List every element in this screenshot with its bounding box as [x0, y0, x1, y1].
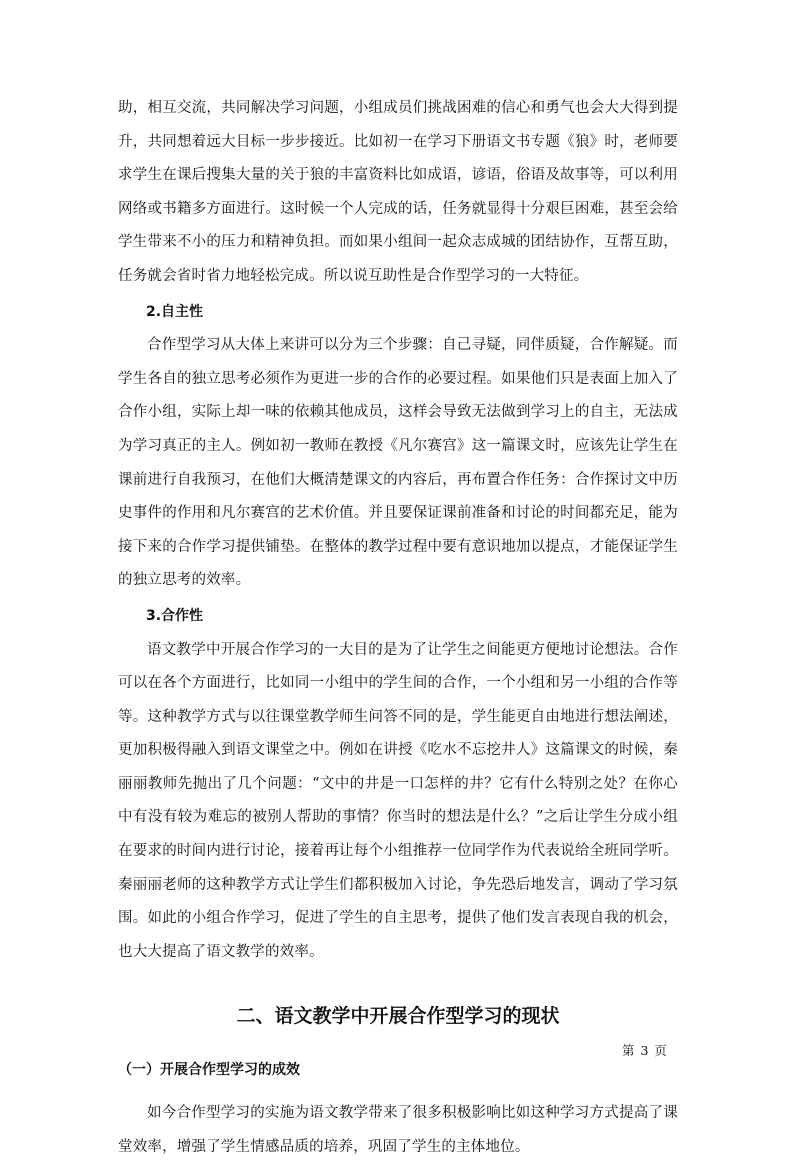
paragraph-autonomy: 合作型学习从大体上来讲可以分为三个步骤：自己寻疑，同伴质疑，合作解疑。而学生各自的独立思考必须作为更进一步的合作的必要过程。如果他们只是表面上加入了合作小组，实际上却一味的依赖其他成员，这样会导致无法做到学习上的自主，无法成为学习真正的主人。例如初一教师在教授《凡尔赛宫》这一篇课文时，应该先让学生在课前进行自我预习，在他们大概清楚课文的内容后，再布置合作任务：合作探讨文中历史事件的作用和凡尔赛宫的艺术价值。并且要保证课前准备和讨论的时间都充足，能为接下来的合作学习提供铺垫。在整体的教学过程中要有意识地加以提点，才能保证学生的独立思考的效率。 [118, 337, 678, 589]
intro-paragraph: 助，相互交流，共同解决学习问题，小组成员们挑战困难的信心和勇气也会大大得到提升，共同想着远大目标一步步接近。比如初一在学习下册语文书专题《狼》时，老师要求学生在课后搜集大量的关于狼的丰富资料比如成语，谚语，俗语及故事等，可以利用网络或书籍多方面进行。这时候一个人完成的话，任务就显得十分艰巨困难，甚至会给学生带来不小的压力和精神负担。而如果小组间一起众志成城的团结协作，互帮互助，任务就会省时省力地轻松完成。所以说互助性是合作型学习的一大特征。 [118, 100, 678, 284]
paragraph-cooperation: 语文教学中开展合作学习的一大目的是为了让学生之间能更方便地讨论想法。合作可以在各个方面进行，比如同一小组中的学生间的合作，一个小组和另一小组的合作等等。这种教学方式与以往课堂教学师生问答不同的是，学生能更自由地进行想法阐述，更加积极得融入到语文课堂之中。例如在讲授《吃水不忘挖井人》这篇课文的时候，秦丽丽教师先抛出了几个问题：“文中的井是一口怎样的井？它有什么特别之处？在你心中有没有较为难忘的被别人帮助的事情？你当时的想法是什么？”之后让学生分成小组在要求的时间内进行讨论，接着再让每个小组推荐一位同学作为代表说给全班同学听。秦丽丽老师的这种教学方式让学生们都积极加入讨论，争先恐后地发言，调动了学习氛围。如此的小组合作学习，促进了学生的自主思考，提供了他们发言表现自我的机会，也大大提高了语文教学的效率。 [118, 641, 678, 960]
page-number: 第 3 页 [622, 1043, 668, 1058]
paragraph-achievements: 如今合作型学习的实施为语文教学带来了很多积极影响比如这种学习方式提高了课堂效率，增强了学生情感品质的培养，巩固了学生的主体地位。 [118, 1105, 678, 1156]
subsection-title: （一）开展合作型学习的成效 [118, 1062, 300, 1079]
heading-cooperation: 3.合作性 [146, 607, 204, 624]
page-content [118, 92, 678, 1165]
heading-autonomy: 2.自主性 [146, 303, 204, 320]
section-title: 二、语文教学中开展合作型学习的现状 [236, 1005, 560, 1028]
